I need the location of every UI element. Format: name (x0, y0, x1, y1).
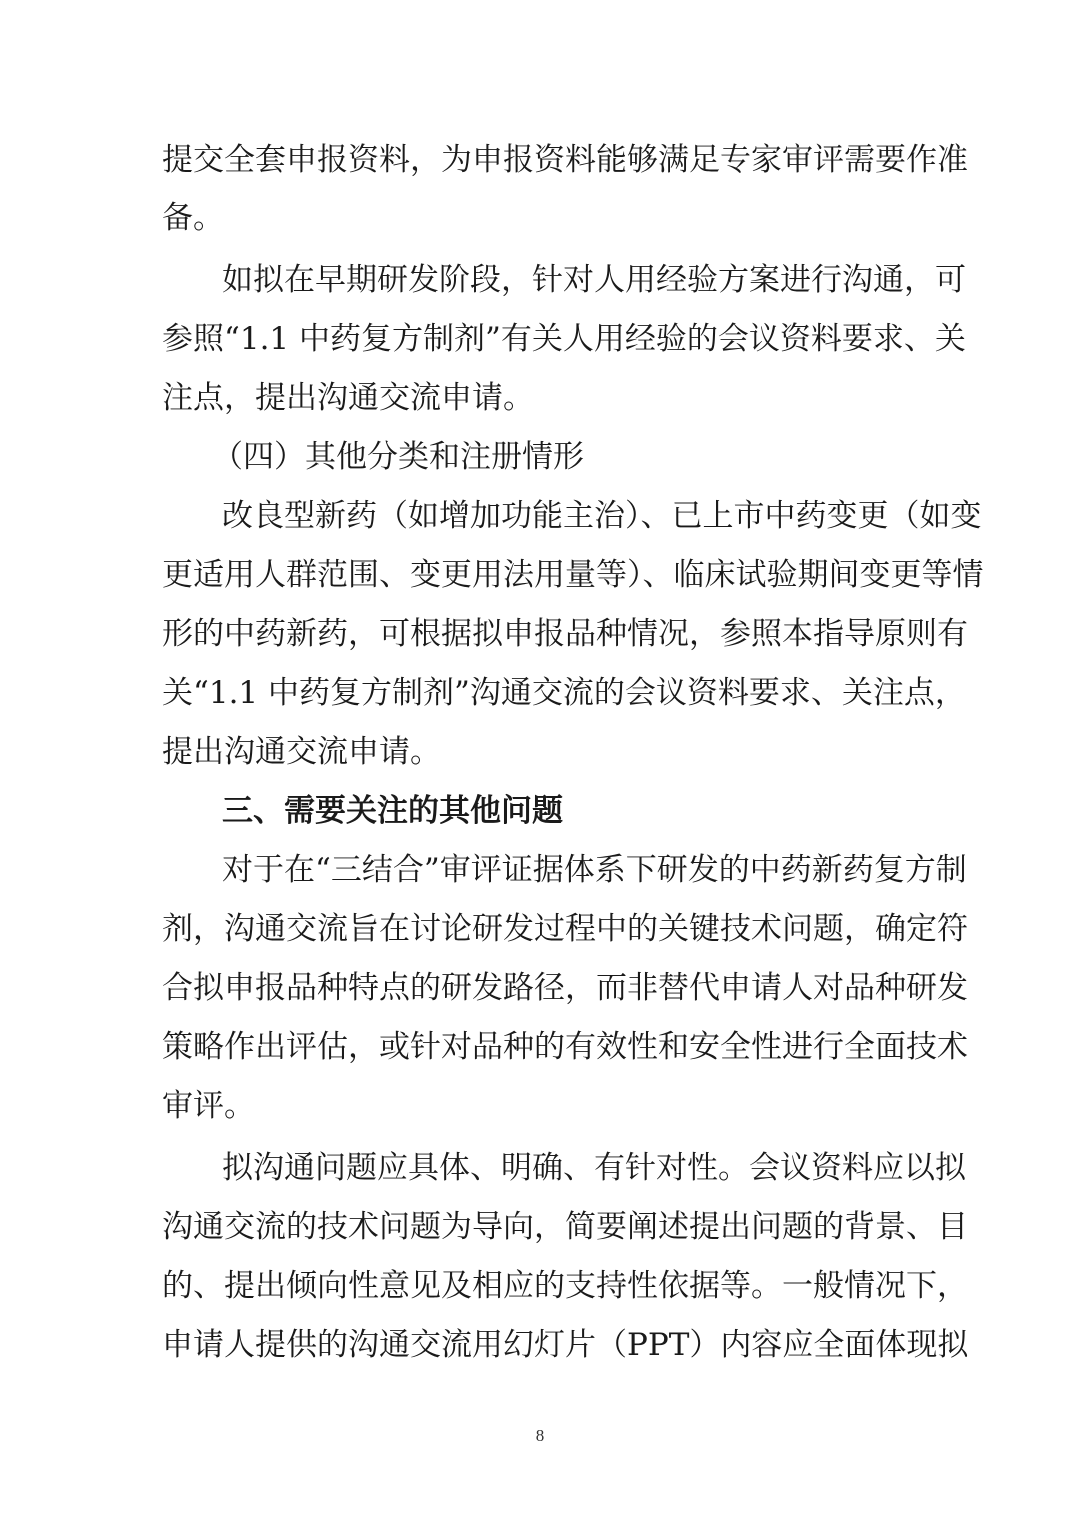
body-text-line: 剂，沟通交流旨在讨论研发过程中的关键技术问题，确定符 (162, 911, 968, 947)
body-text-line: 对于在“三结合”审评证据体系下研发的中药新药复方制 (222, 852, 967, 888)
body-text-line: 更适用人群范围、变更用法用量等）、临床试验期间变更等情 (162, 557, 984, 593)
body-text-line: 形的中药新药，可根据拟申报品种情况，参照本指导原则有 (162, 616, 968, 652)
page-number: 8 (535, 1426, 545, 1445)
body-text-line: 关“1.1 中药复方制剂”沟通交流的会议资料要求、关注点， (162, 675, 966, 711)
body-text-line: 的、提出倾向性意见及相应的支持性依据等。一般情况下， (162, 1268, 968, 1304)
body-text-line: 参照“1.1 中药复方制剂”有关人用经验的会议资料要求、关 (162, 321, 966, 357)
body-text-line: 提出沟通交流申请。 (162, 734, 441, 770)
body-text-line: 策略作出评估，或针对品种的有效性和安全性进行全面技术 (162, 1029, 968, 1065)
section-heading: 三、需要关注的其他问题 (222, 793, 563, 829)
body-text-line: 申请人提供的沟通交流用幻灯片（PPT）内容应全面体现拟 (162, 1327, 969, 1363)
body-text-line: 如拟在早期研发阶段，针对人用经验方案进行沟通，可 (222, 262, 966, 298)
body-text-line: 沟通交流的技术问题为导向，简要阐述提出问题的背景、目 (162, 1209, 968, 1245)
body-text-line: 提交全套申报资料，为申报资料能够满足专家审评需要作准 (162, 142, 968, 178)
section-subheading: （四）其他分类和注册情形 (212, 439, 584, 475)
body-text-line: 合拟申报品种特点的研发路径，而非替代申请人对品种研发 (162, 970, 968, 1006)
body-text-line: 拟沟通问题应具体、明确、有针对性。会议资料应以拟 (222, 1150, 966, 1186)
body-text-line: 审评。 (162, 1088, 255, 1124)
body-text-line: 注点，提出沟通交流申请。 (162, 380, 534, 416)
body-text-line: 备。 (162, 200, 224, 236)
body-text-line: 改良型新药（如增加功能主治）、已上市中药变更（如变 (222, 498, 982, 534)
